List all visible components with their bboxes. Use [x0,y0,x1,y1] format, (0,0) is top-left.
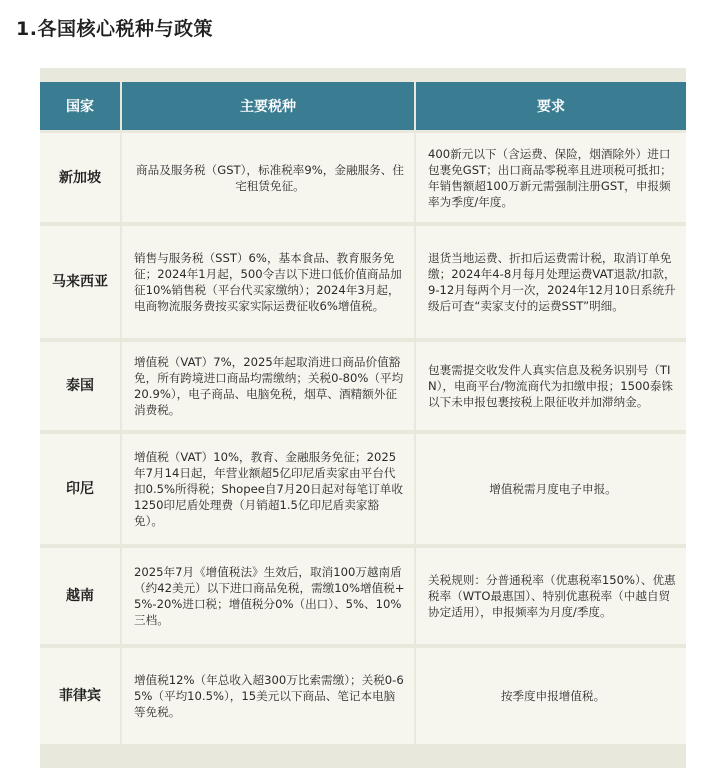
table-row [40,644,686,744]
country-cell: 新加坡 [40,130,122,222]
requirement-cell: 包裹需提交收发件人真实信息及税务识别号（TIN），电商平台/物流商代为扣缴申报；1500泰铢以下未申报包裹按税上限征收并加滞纳金。 [416,338,686,430]
tax-cell: 增值税（VAT）10%，教育、金融服务免征；2025年7月14日起，年营业额超5亿印尼盾卖家由平台代扣0.5%所得税；Shopee自7月20日起对每笔订单收1250印尼盾处理费（月销超1.5亿印尼盾卖家豁免）。 [122,430,416,544]
requirement-cell: 400新元以下（含运费、保险，烟酒除外）进口包裹免GST；出口商品零税率且进项税可抵扣；年销售额超100万新元需强制注册GST，申报频率为季度/年度。 [416,130,686,222]
table-row [40,430,686,544]
page-title: 1.各国核心税种与政策 [16,18,213,40]
table-header-row [40,82,686,130]
requirement-cell: 增值税需月度电子申报。 [416,430,686,544]
tax-cell: 商品及服务税（GST），标准税率9%，金融服务、住宅租赁免征。 [122,130,416,222]
table-row [40,338,686,430]
country-cell: 印尼 [40,430,122,544]
country-cell: 马来西亚 [40,222,122,338]
table-row [40,222,686,338]
tax-cell: 增值税12%（年总收入超300万比索需缴）；关税0-65%（平均10.5%），15美元以下商品、笔记本电脑等免税。 [122,644,416,744]
requirement-cell: 按季度申报增值税。 [416,644,686,744]
country-cell: 菲律宾 [40,644,122,744]
requirement-cell: 退货当地运费、折扣后运费需计税，取消订单免缴；2024年4-8月每月处理运费VAT退款/扣款，9-12月每两个月一次，2024年12月10日系统升级后可查“卖家支付的运费SST”明细。 [416,222,686,338]
tax-cell: 销售与服务税（SST）6%，基本食品、教育服务免征；2024年1月起，500令吉以下进口低价值商品加征10%销售税（平台代买家缴纳）；2024年3月起，电商物流服务费按买家实际运费征收6%增值税。 [122,222,416,338]
table-row [40,130,686,222]
country-cell: 泰国 [40,338,122,430]
country-cell: 越南 [40,544,122,644]
tax-cell: 2025年7月《增值税法》生效后，取消100万越南盾（约42美元）以下进口商品免税，需缴10%增值税+5%-20%进口税；增值税分0%（出口）、5%、10%三档。 [122,544,416,644]
table-row [40,544,686,644]
tax-policy-table [40,82,686,744]
column-header-country: 国家 [40,82,122,130]
tax-cell: 增值税（VAT）7%，2025年起取消进口商品价值豁免，所有跨境进口商品均需缴纳；关税0-80%（平均20.9%），电子商品、电脑免税，烟草、酒精额外征消费税。 [122,338,416,430]
requirement-cell: 关税规则：分普通税率（优惠税率150%）、优惠税率（WTO最惠国）、特别优惠税率（中越自贸协定适用），申报频率为月度/季度。 [416,544,686,644]
column-header-requirement: 要求 [416,82,686,130]
tax-policy-table-frame [40,68,686,768]
column-header-tax: 主要税种 [122,82,416,130]
